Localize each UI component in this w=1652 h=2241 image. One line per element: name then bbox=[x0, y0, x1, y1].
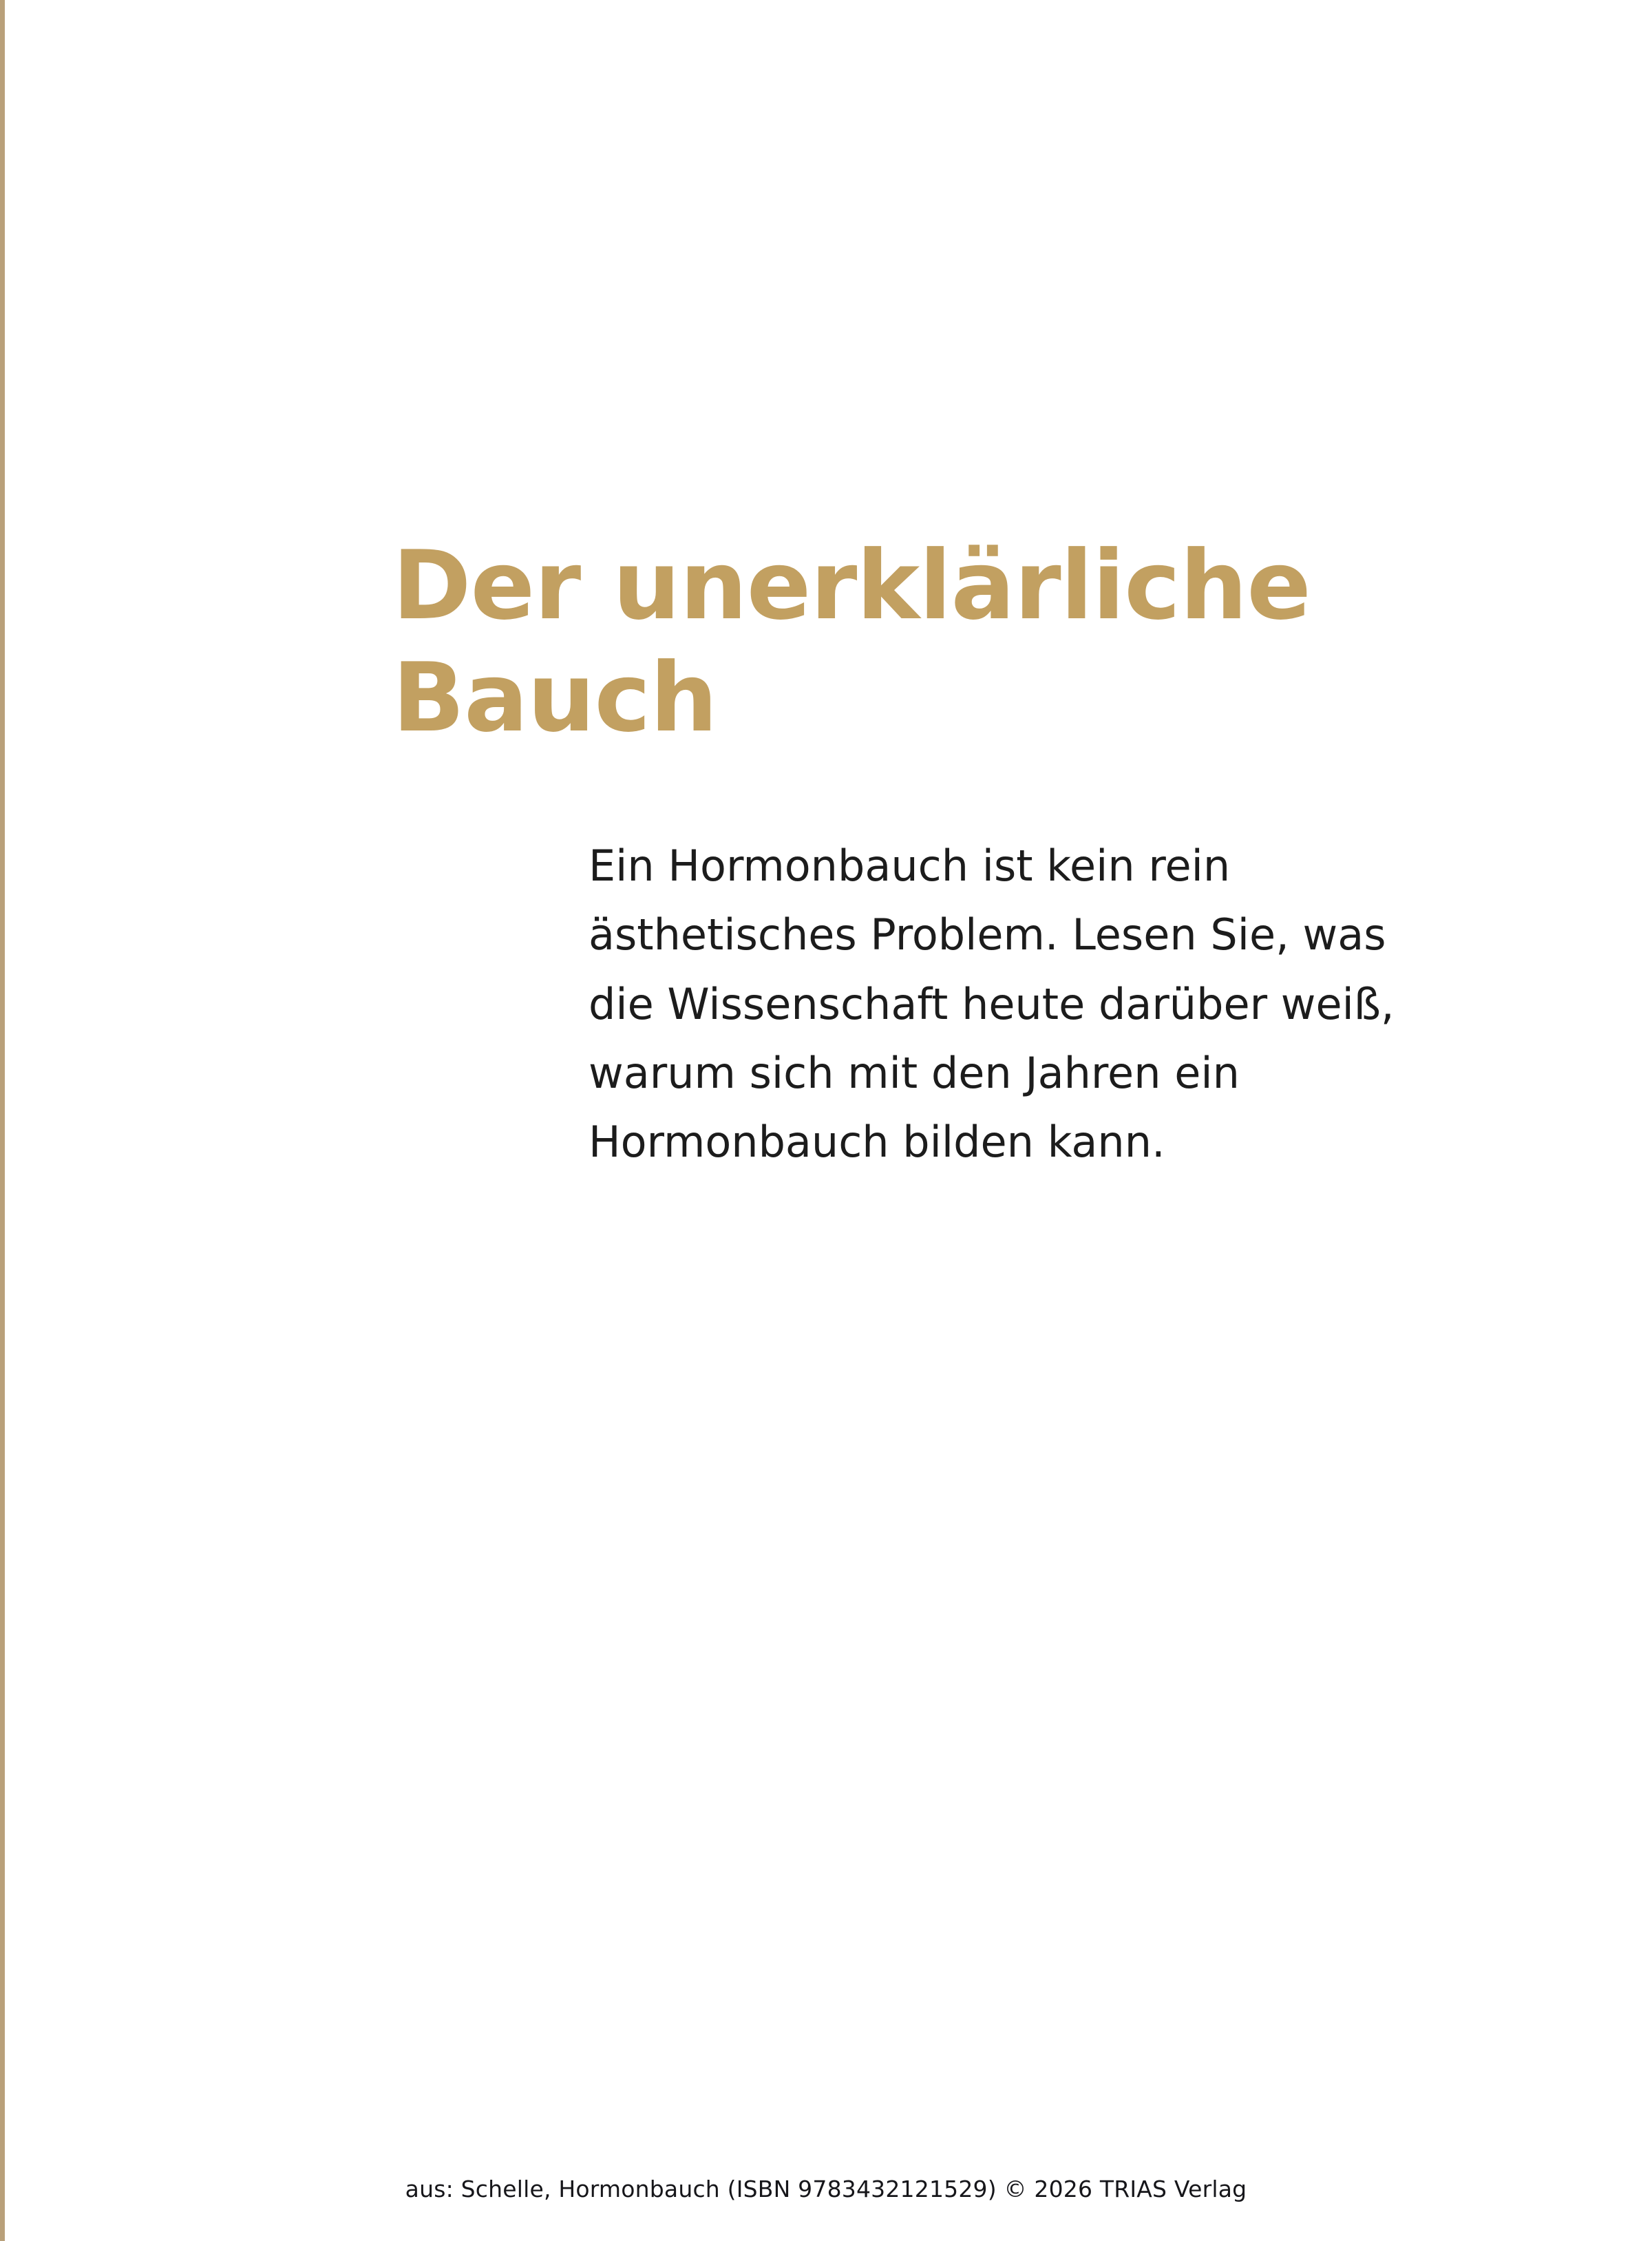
chapter-intro-paragraph: Ein Hormonbauch ist kein rein ästhetisches Problem. Lesen Sie, was die Wissenschaft heute darüber weiß, warum sich mit den Jahren ein Hormonbauch bilden kann. bbox=[589, 840, 1395, 1168]
page-title: Der unerklärliche Bauch bbox=[392, 530, 1311, 753]
page-edge-accent-bar bbox=[0, 0, 5, 2241]
footer-source-note: aus: Schelle, Hormonbauch (ISBN 9783432121529) © 2026 TRIAS Verlag bbox=[405, 2176, 1247, 2202]
chapter-opening-block bbox=[392, 530, 1466, 1220]
